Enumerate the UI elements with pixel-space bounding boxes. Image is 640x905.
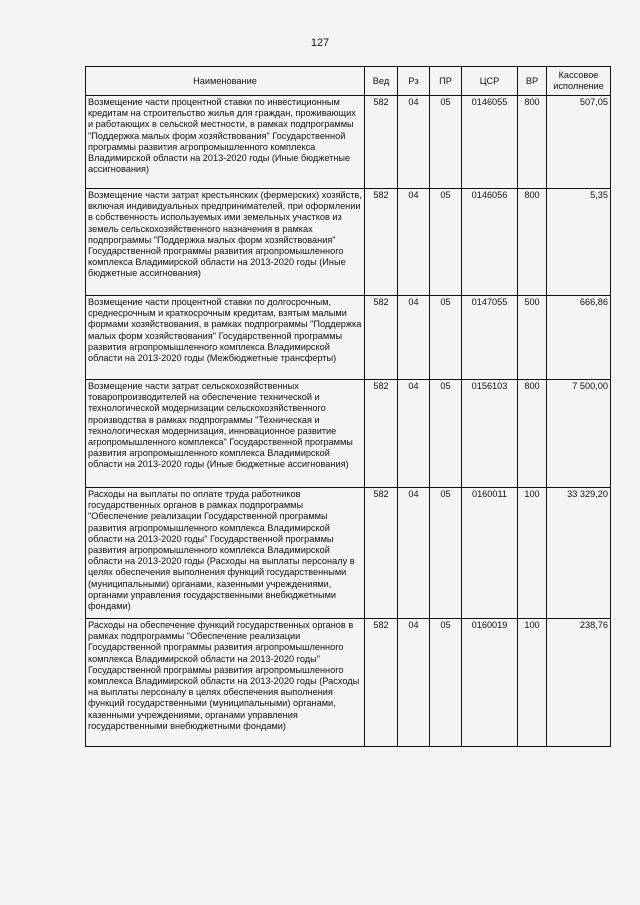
header-pr: ПР <box>430 67 462 96</box>
row-pr: 05 <box>430 296 462 380</box>
row-name: Возмещение части процентной ставки по долгосрочным, среднесрочным и краткосрочным кредитам, взятым малыми формами хозяйствования, в рамках подпрограммы "Поддержка малых форм хозяйствования" Государственной программы развития агропромышленного комплекса Владимирской области на 2013-2020 годы (Межбюджетные трансферты) <box>86 296 365 380</box>
table-row <box>86 296 611 380</box>
row-csr: 0156103 <box>462 380 518 488</box>
row-vr: 100 <box>518 619 547 747</box>
row-pr: 05 <box>430 96 462 189</box>
row-vr: 800 <box>518 96 547 189</box>
row-amount: 507,05 <box>547 96 611 189</box>
header-csr: ЦСР <box>462 67 518 96</box>
row-rz: 04 <box>398 380 430 488</box>
row-ved: 582 <box>365 296 398 380</box>
row-amount: 7 500,00 <box>547 380 611 488</box>
row-amount: 238,76 <box>547 619 611 747</box>
row-amount: 666,86 <box>547 296 611 380</box>
row-csr: 0146056 <box>462 189 518 296</box>
row-amount: 33 329,20 <box>547 488 611 619</box>
row-rz: 04 <box>398 619 430 747</box>
row-pr: 05 <box>430 488 462 619</box>
row-ved: 582 <box>365 380 398 488</box>
row-pr: 05 <box>430 619 462 747</box>
header-ved: Вед <box>365 67 398 96</box>
row-name: Возмещение части затрат крестьянских (фермерских) хозяйств, включая индивидуальных предпринимателей, при оформлении в собственность используемых ими земельных участков из земель сельскохозяйственного назначения в рамках подпрограммы "Поддержка малых форм хозяйствования" Государственной программы развития агропромышленного комплекса Владимирской области на 2013-2020 годы (Иные бюджетные ассигнования) <box>86 189 365 296</box>
row-ved: 582 <box>365 488 398 619</box>
row-pr: 05 <box>430 380 462 488</box>
header-amount: Кассовое исполнение <box>547 67 611 96</box>
table-row <box>86 189 611 296</box>
row-vr: 100 <box>518 488 547 619</box>
row-csr: 0160011 <box>462 488 518 619</box>
row-vr: 500 <box>518 296 547 380</box>
header-name: Наименование <box>86 67 365 96</box>
row-name: Расходы на выплаты по оплате труда работников государственных органов в рамках подпрограммы "Обеспечение реализации Государственной программы развития агропромышленного комплекса Владимирской области на 2013-2020 годы" Государственной программы развития агропромышленного комплекса Владимирской области на 2013-2020 годы (Расходы на выплаты персоналу в целях обеспечения выполнения функций государственными (муниципальными) органами, казенными учреждениями, органами управления государственными внебюджетными фондами) <box>86 488 365 619</box>
row-rz: 04 <box>398 488 430 619</box>
row-vr: 800 <box>518 189 547 296</box>
row-csr: 0160019 <box>462 619 518 747</box>
budget-execution-table <box>85 66 611 747</box>
table-row <box>86 619 611 747</box>
table-header-row <box>86 67 611 96</box>
row-ved: 582 <box>365 96 398 189</box>
row-name: Расходы на обеспечение функций государственных органов в рамках подпрограммы "Обеспечение реализации Государственной программы развития агропромышленного комплекса Владимирской области на 2013-2020 годы" Государственной программы развития агропромышленного комплекса Владимирской области на 2013-2020 годы (Расходы на выплаты персоналу в целях обеспечения выполнения функций государственными (муниципальными) органами, казенными учреждениями, органами управления государственными внебюджетными фондами) <box>86 619 365 747</box>
table-row <box>86 96 611 189</box>
header-vr: ВР <box>518 67 547 96</box>
row-csr: 0146055 <box>462 96 518 189</box>
row-name: Возмещение части процентной ставки по инвестиционным кредитам на строительство жилья для граждан, проживающих и работающих в сельской местности, в рамках подпрограммы "Поддержка малых форм хозяйствования" Государственной программы развития агропромышленного комплекса Владимирской области на 2013-2020 годы (Иные бюджетные ассигнования) <box>86 96 365 189</box>
table-row <box>86 380 611 488</box>
row-pr: 05 <box>430 189 462 296</box>
row-ved: 582 <box>365 189 398 296</box>
row-vr: 800 <box>518 380 547 488</box>
row-rz: 04 <box>398 296 430 380</box>
table-row <box>86 488 611 619</box>
row-csr: 0147055 <box>462 296 518 380</box>
row-name: Возмещение части затрат сельскохозяйственных товаропроизводителей на обеспечение технической и технологической модернизации сельскохозяйственного производства в рамках подпрограммы "Техническая и технологическая модернизация, инновационное развитие агропромышленного комплекса" Государственной программы развития агропромышленного комплекса Владимирской области на 2013-2020 годы (Иные бюджетные ассигнования) <box>86 380 365 488</box>
header-rz: Рз <box>398 67 430 96</box>
row-rz: 04 <box>398 96 430 189</box>
row-amount: 5,35 <box>547 189 611 296</box>
page-number: 127 <box>310 37 330 49</box>
row-ved: 582 <box>365 619 398 747</box>
row-rz: 04 <box>398 189 430 296</box>
